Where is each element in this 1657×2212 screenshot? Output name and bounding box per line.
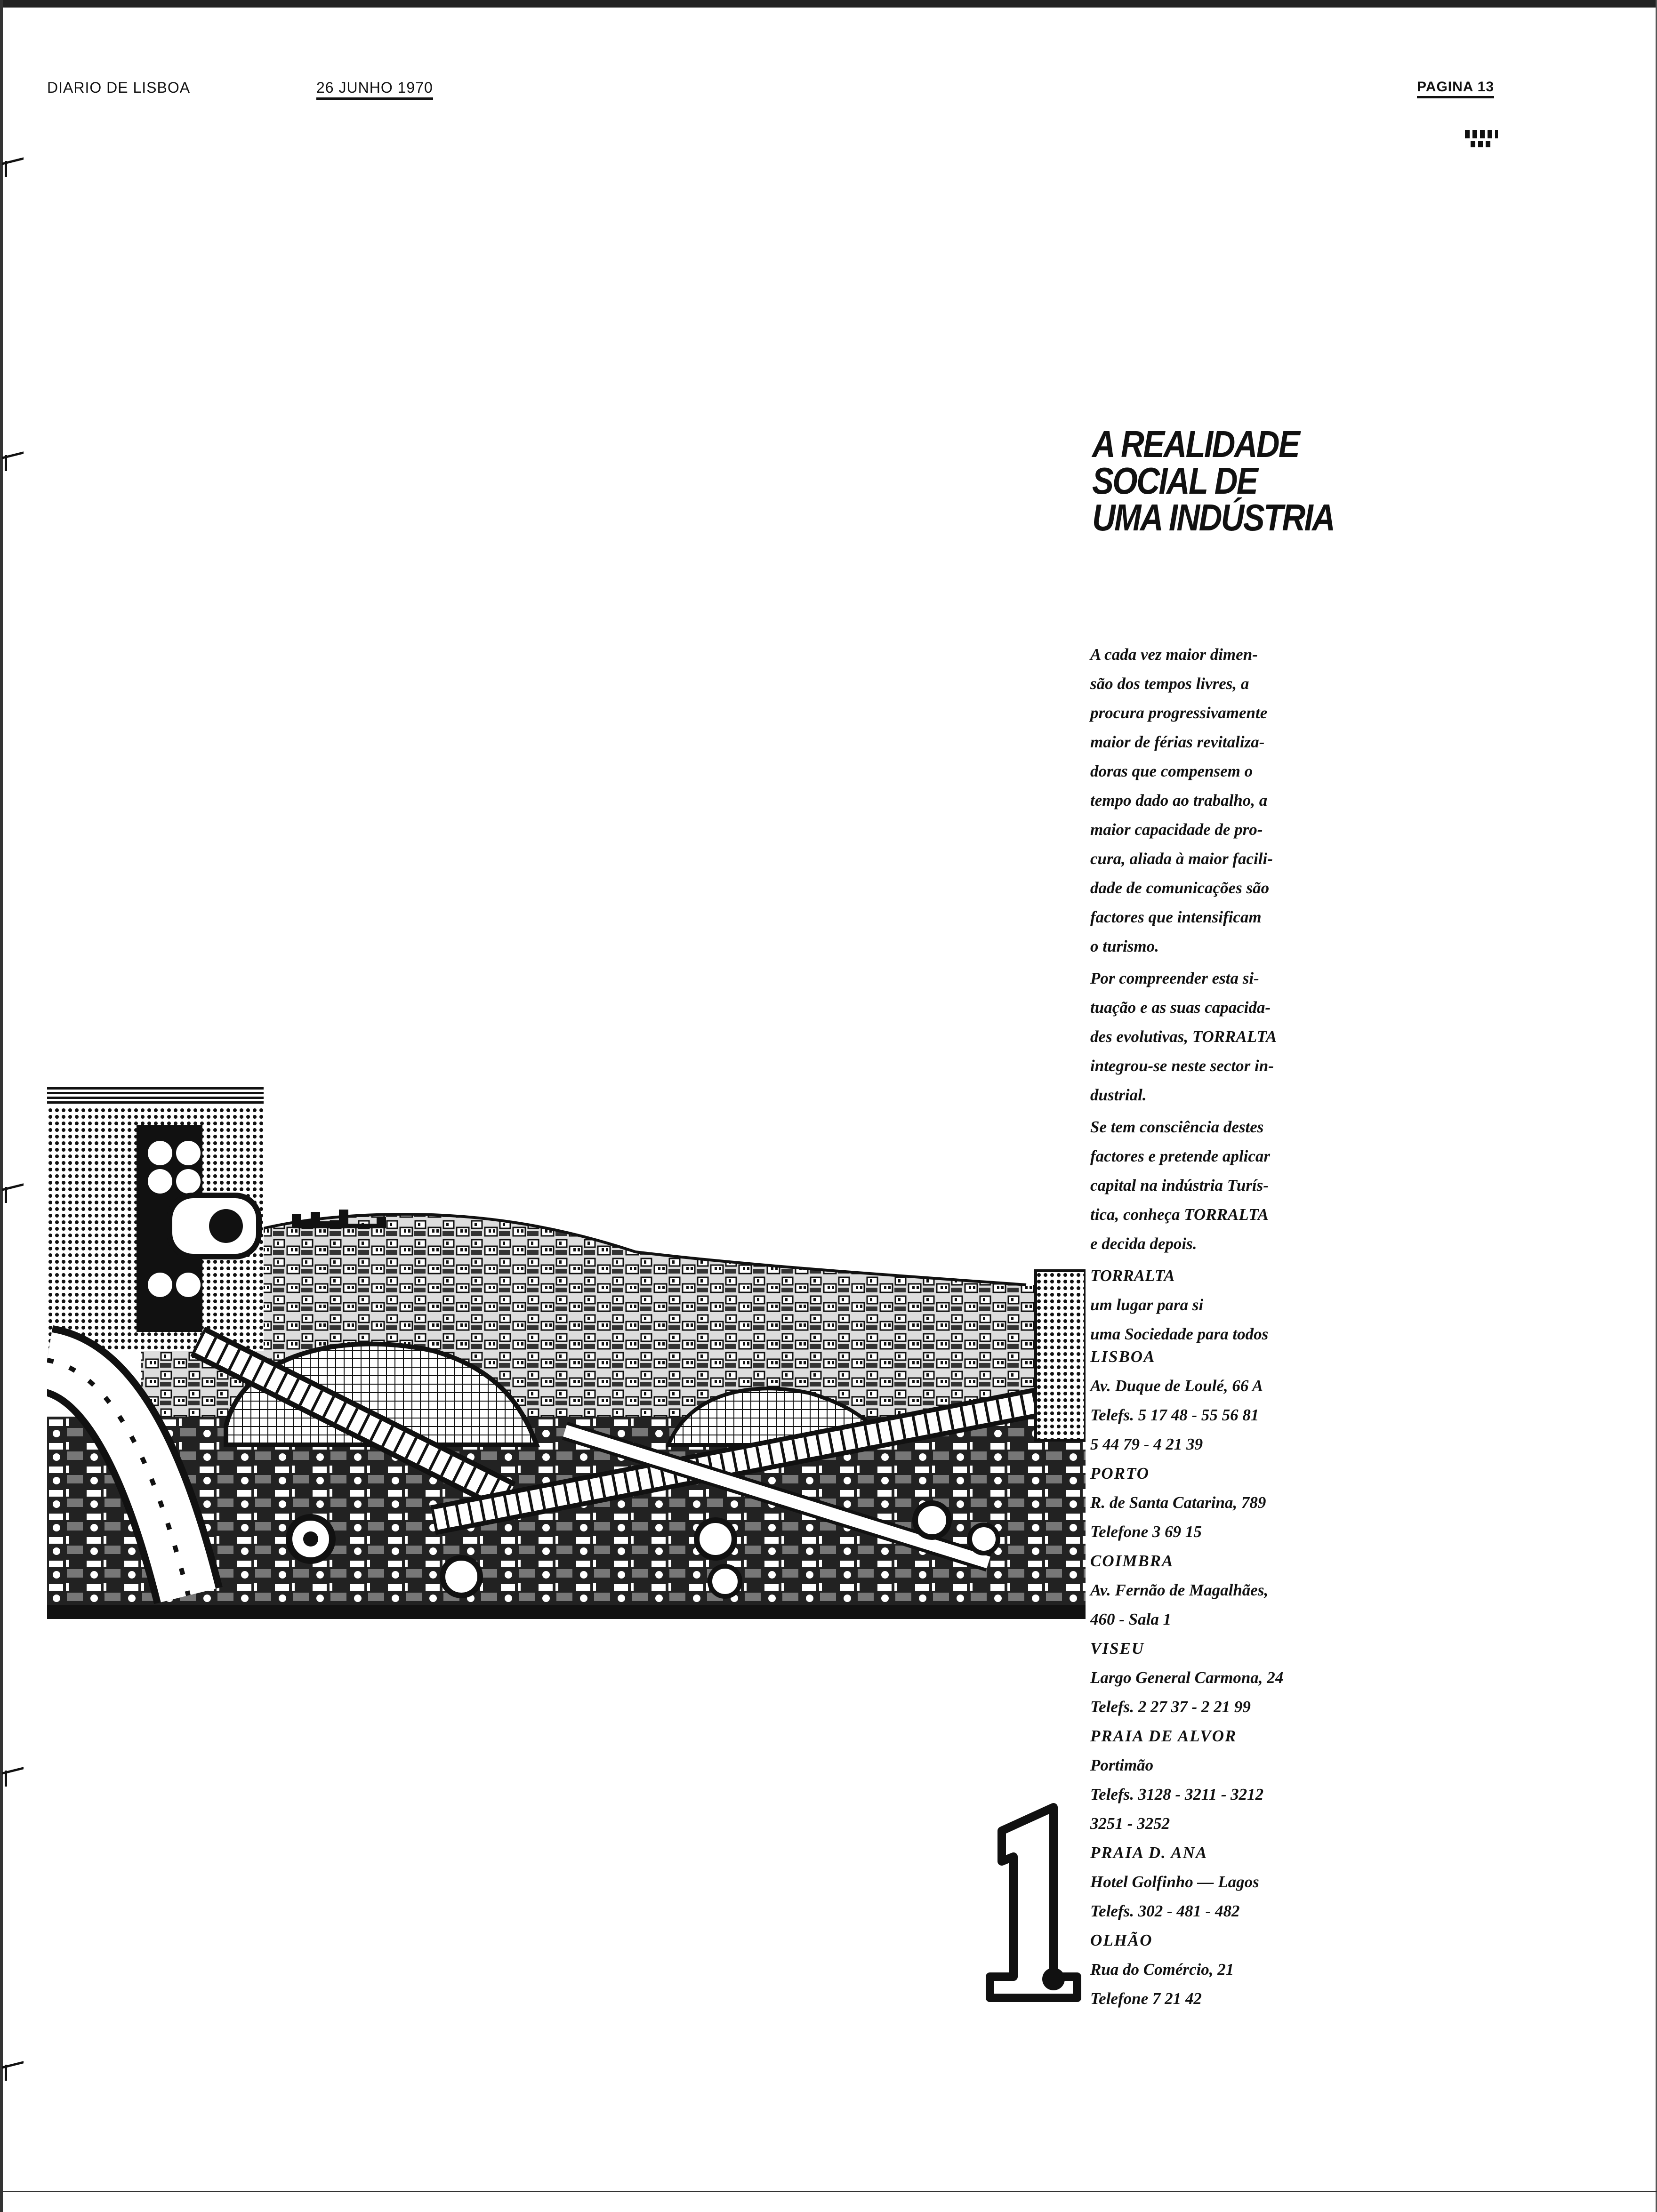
- body-paragraph: [1090, 640, 1335, 961]
- binding-mark: [2, 454, 26, 460]
- body-line: tuação e as suas capacida-: [1090, 998, 1271, 1017]
- binding-mark: [2, 1186, 26, 1192]
- body-line: TORRALTA: [1090, 1266, 1175, 1285]
- office-detail: Av. Fernão de Magalhães,: [1090, 1581, 1269, 1599]
- office-entry: [1090, 1342, 1373, 1459]
- registration-stamp-icon: [1465, 127, 1498, 163]
- office-detail: Telefone 3 69 15: [1090, 1523, 1202, 1541]
- office-detail: Telefs. 2 27 37 - 2 21 99: [1090, 1698, 1251, 1716]
- office-city: PRAIA D. ANA: [1090, 1843, 1208, 1862]
- office-city: COIMBRA: [1090, 1552, 1174, 1570]
- body-paragraph: [1090, 1261, 1335, 1349]
- binding-mark: [2, 1770, 26, 1775]
- body-line: dade de comunicações são: [1090, 879, 1270, 897]
- body-paragraph: [1090, 964, 1335, 1110]
- office-entry: [1090, 1459, 1373, 1547]
- office-city: PORTO: [1090, 1464, 1150, 1483]
- office-detail: Av. Duque de Loulé, 66 A: [1090, 1377, 1263, 1395]
- office-entry: [1090, 1722, 1373, 1838]
- office-detail: Telefs. 3128 - 3211 - 3212: [1090, 1785, 1264, 1803]
- office-entry: [1090, 1634, 1373, 1722]
- office-entry: [1090, 1547, 1373, 1634]
- body-line: des evolutivas, TORRALTA: [1090, 1027, 1277, 1046]
- body-line: Se tem consciência destes: [1090, 1118, 1264, 1136]
- office-detail: Telefs. 302 - 481 - 482: [1090, 1902, 1240, 1920]
- office-city: OLHÃO: [1090, 1931, 1153, 1949]
- body-line: capital na indústria Turís-: [1090, 1176, 1269, 1194]
- office-directory: [1090, 1342, 1373, 2013]
- office-detail: Largo General Carmona, 24: [1090, 1668, 1284, 1687]
- issue-date: 26 JUNHO 1970: [316, 79, 433, 100]
- office-detail: 3251 - 3252: [1090, 1814, 1170, 1833]
- body-line: dustrial.: [1090, 1086, 1147, 1104]
- office-detail: Telefone 7 21 42: [1090, 1989, 1202, 2008]
- body-line: factores que intensificam: [1090, 908, 1262, 926]
- body-paragraph: [1090, 1113, 1335, 1258]
- body-line: tempo dado ao trabalho, a: [1090, 791, 1268, 809]
- body-line: doras que compensem o: [1090, 762, 1253, 780]
- headline-line: A REALIDADE: [1092, 423, 1299, 465]
- body-line: procura progressivamente: [1090, 704, 1268, 722]
- office-detail: 5 44 79 - 4 21 39: [1090, 1435, 1203, 1453]
- page-bottom-rule: [0, 2191, 1657, 2192]
- body-line: A cada vez maior dimen-: [1090, 645, 1258, 664]
- city-collage-illustration: [47, 1087, 1086, 1619]
- office-detail: 460 - Sala 1: [1090, 1610, 1172, 1628]
- office-detail: R. de Santa Catarina, 789: [1090, 1493, 1266, 1512]
- body-line: Por compreender esta si-: [1090, 969, 1259, 987]
- headline-line: SOCIAL DE: [1092, 460, 1257, 502]
- page-left-edge: [0, 0, 3, 2212]
- body-line: factores e pretende aplicar: [1090, 1147, 1270, 1165]
- body-line: e decida depois.: [1090, 1234, 1197, 1253]
- office-detail: Portimão: [1090, 1756, 1154, 1774]
- page-top-border: [0, 0, 1657, 8]
- office-entry: [1090, 1926, 1373, 2013]
- office-city: LISBOA: [1090, 1347, 1156, 1366]
- body-line: integrou-se neste sector in-: [1090, 1057, 1274, 1075]
- body-line: tica, conheça TORRALTA: [1090, 1205, 1269, 1224]
- ad-headline: [1092, 423, 1335, 538]
- office-detail: Rua do Comércio, 21: [1090, 1960, 1234, 1979]
- office-detail: Hotel Golfinho — Lagos: [1090, 1873, 1259, 1891]
- ad-body-copy: [1090, 640, 1335, 1352]
- office-city: PRAIA DE ALVOR: [1090, 1727, 1237, 1745]
- office-entry: [1090, 1838, 1373, 1926]
- body-line: cura, aliada à maior facili-: [1090, 850, 1273, 868]
- body-line: uma Sociedade para todos: [1090, 1325, 1269, 1343]
- binding-mark: [2, 160, 26, 166]
- binding-mark: [2, 2064, 26, 2069]
- body-line: o turismo.: [1090, 937, 1159, 955]
- office-detail: Telefs. 5 17 48 - 55 56 81: [1090, 1406, 1259, 1424]
- body-line: maior de férias revitaliza-: [1090, 733, 1265, 751]
- office-city: VISEU: [1090, 1639, 1145, 1658]
- page-number: PAGINA 13: [1417, 79, 1494, 98]
- body-line: maior capacidade de pro-: [1090, 820, 1263, 839]
- numeral-one-graphic: [983, 1798, 1086, 2005]
- body-line: são dos tempos livres, a: [1090, 674, 1249, 693]
- body-line: um lugar para si: [1090, 1296, 1204, 1314]
- newspaper-name: DIARIO DE LISBOA: [47, 79, 191, 96]
- headline-line: UMA INDÚSTRIA: [1092, 497, 1335, 538]
